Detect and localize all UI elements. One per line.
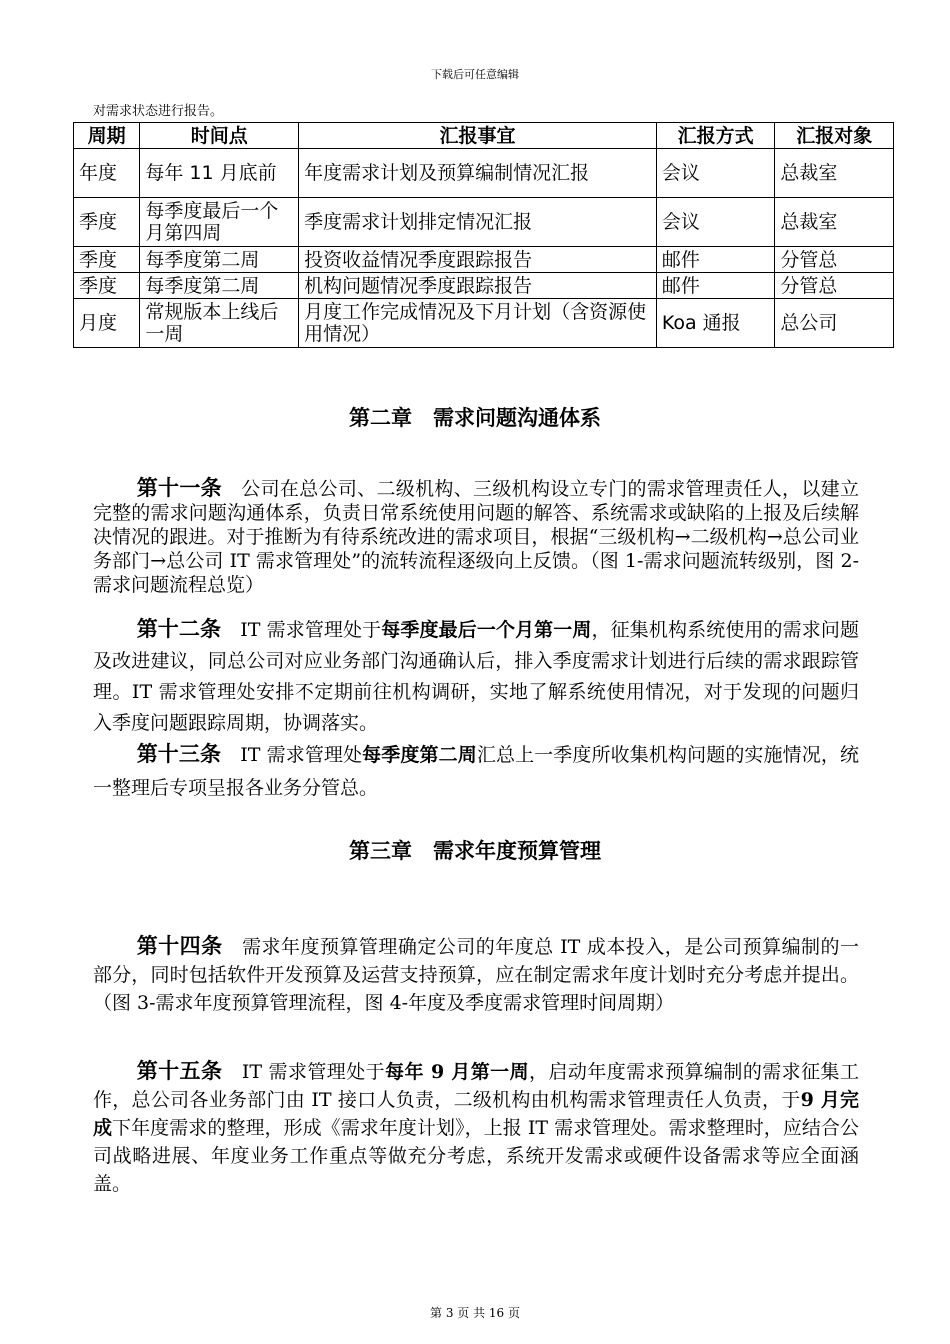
lead-text: 对需求状态进行报告。 bbox=[93, 104, 224, 119]
col-target: 汇报对象 bbox=[775, 123, 894, 149]
article-14 bbox=[93, 932, 859, 1017]
cell: 季度 bbox=[74, 273, 140, 299]
cell: 投资收益情况季度跟踪报告 bbox=[299, 247, 657, 273]
article-15-bold-1: 每年 9 月第一周 bbox=[385, 1061, 530, 1083]
cell: 季度需求计划排定情况汇报 bbox=[299, 198, 657, 247]
cell: 总公司 bbox=[775, 299, 894, 348]
article-14-text: 需求年度预算管理确定公司的年度总 IT 成本投入，是公司预算编制的一部分，同时包括软件开发预算及运营支持预算，应在制定需求年度计划时充分考虑并提出。（图 3-需求年度预算管理流程，图 4-年度及季度需求管理时间周期） bbox=[93, 936, 860, 1014]
article-12-head: 第十二条 bbox=[136, 616, 222, 641]
table-header-row bbox=[74, 123, 894, 149]
article-13-text-1: IT 需求管理处 bbox=[240, 744, 363, 766]
chapter-2-title: 第二章 需求问题沟通体系 bbox=[349, 405, 601, 430]
report-table bbox=[73, 122, 894, 348]
cell: 季度 bbox=[74, 247, 140, 273]
table-row bbox=[74, 299, 894, 348]
cell: 常规版本上线后一周 bbox=[140, 299, 299, 348]
page-footer: 第 3 页 共 16 页 bbox=[430, 1306, 520, 1320]
cell: 分管总 bbox=[775, 247, 894, 273]
cell: 年度 bbox=[74, 149, 140, 198]
cell: 年度需求计划及预算编制情况汇报 bbox=[299, 149, 657, 198]
article-11 bbox=[93, 476, 859, 597]
cell: 每季度第二周 bbox=[140, 247, 299, 273]
col-period: 周期 bbox=[74, 123, 140, 149]
article-12 bbox=[93, 613, 859, 739]
article-12-text-2: ，征集机构系统使用的需求问题及改进建议，同总公司对应业务部门沟通确认后，排入季度需求计划进行后续的需求跟踪管理。IT 需求管理处安排不定期前往机构调研，实地了解系统使用情况，对于发现的问题归入季度问题跟踪周期，协调落实。 bbox=[93, 619, 859, 734]
article-13 bbox=[93, 737, 859, 805]
cell: 分管总 bbox=[775, 273, 894, 299]
article-13-text-2: 汇总上一季度所收集机构问题的实施情况，统一整理后专项呈报各业务分管总。 bbox=[93, 744, 859, 799]
cell: 总裁室 bbox=[775, 198, 894, 247]
table-row bbox=[74, 273, 894, 299]
col-method: 汇报方式 bbox=[656, 123, 775, 149]
cell: 季度 bbox=[74, 198, 140, 247]
article-13-bold: 每季度第二周 bbox=[362, 744, 477, 766]
table-row bbox=[74, 198, 894, 247]
cell: 月度工作完成情况及下月计划（含资源使用情况） bbox=[299, 299, 657, 348]
cell: Koa 通报 bbox=[656, 299, 775, 348]
chapter-3-title: 第三章 需求年度预算管理 bbox=[349, 838, 601, 863]
article-11-head: 第十一条 bbox=[136, 475, 222, 500]
article-15-text-2: ，启动年度需求预算编制的需求征集工作，总公司各业务部门由 IT 接口人负责，二级机构由机构需求管理责任人负责，于 bbox=[93, 1061, 859, 1111]
article-11-text: 公司在总公司、二级机构、三级机构设立专门的需求管理责任人，以建立完整的需求问题沟通体系，负责日常系统使用问题的解答、系统需求或缺陷的上报及后续解决情况的跟进。对于推断为有待系统改进的需求项目，根据“三级机构→二级机构→总公司业务部门→总公司 IT 需求管理处”的流转流程逐级向上反馈。（图 1-需求问题流转级别，图 2-需求问题流程总览） bbox=[93, 478, 859, 596]
article-15-head: 第十五条 bbox=[136, 1058, 223, 1083]
cell: 每年 11 月底前 bbox=[140, 149, 299, 198]
cell: 机构问题情况季度跟踪报告 bbox=[299, 273, 657, 299]
cell: 邮件 bbox=[656, 273, 775, 299]
article-12-bold: 每季度最后一个月第一周 bbox=[381, 619, 592, 641]
article-14-head: 第十四条 bbox=[136, 933, 223, 958]
article-15-bold-2: 9 月完成 bbox=[93, 1089, 859, 1139]
col-time: 时间点 bbox=[140, 123, 299, 149]
cell: 月度 bbox=[74, 299, 140, 348]
cell: 会议 bbox=[656, 198, 775, 247]
article-15-text-1: IT 需求管理处于 bbox=[241, 1061, 386, 1083]
table-row bbox=[74, 149, 894, 198]
article-15 bbox=[93, 1057, 859, 1198]
cell: 会议 bbox=[656, 149, 775, 198]
table-row bbox=[74, 247, 894, 273]
article-12-text-1: IT 需求管理处于 bbox=[240, 619, 382, 641]
cell: 每季度第二周 bbox=[140, 273, 299, 299]
cell: 每季度最后一个月第四周 bbox=[140, 198, 299, 247]
page-header: 下载后可任意编辑 bbox=[431, 68, 519, 81]
cell: 总裁室 bbox=[775, 149, 894, 198]
cell: 邮件 bbox=[656, 247, 775, 273]
article-15-text-3: 下年度需求的整理，形成《需求年度计划》，上报 IT 需求管理处。需求整理时，应结合公司战略进展、年度业务工作重点等做充分考虑，系统开发需求或硬件设备需求等应全面涵盖。 bbox=[93, 1117, 859, 1195]
article-13-head: 第十三条 bbox=[136, 741, 222, 766]
col-matter: 汇报事宜 bbox=[299, 123, 657, 149]
